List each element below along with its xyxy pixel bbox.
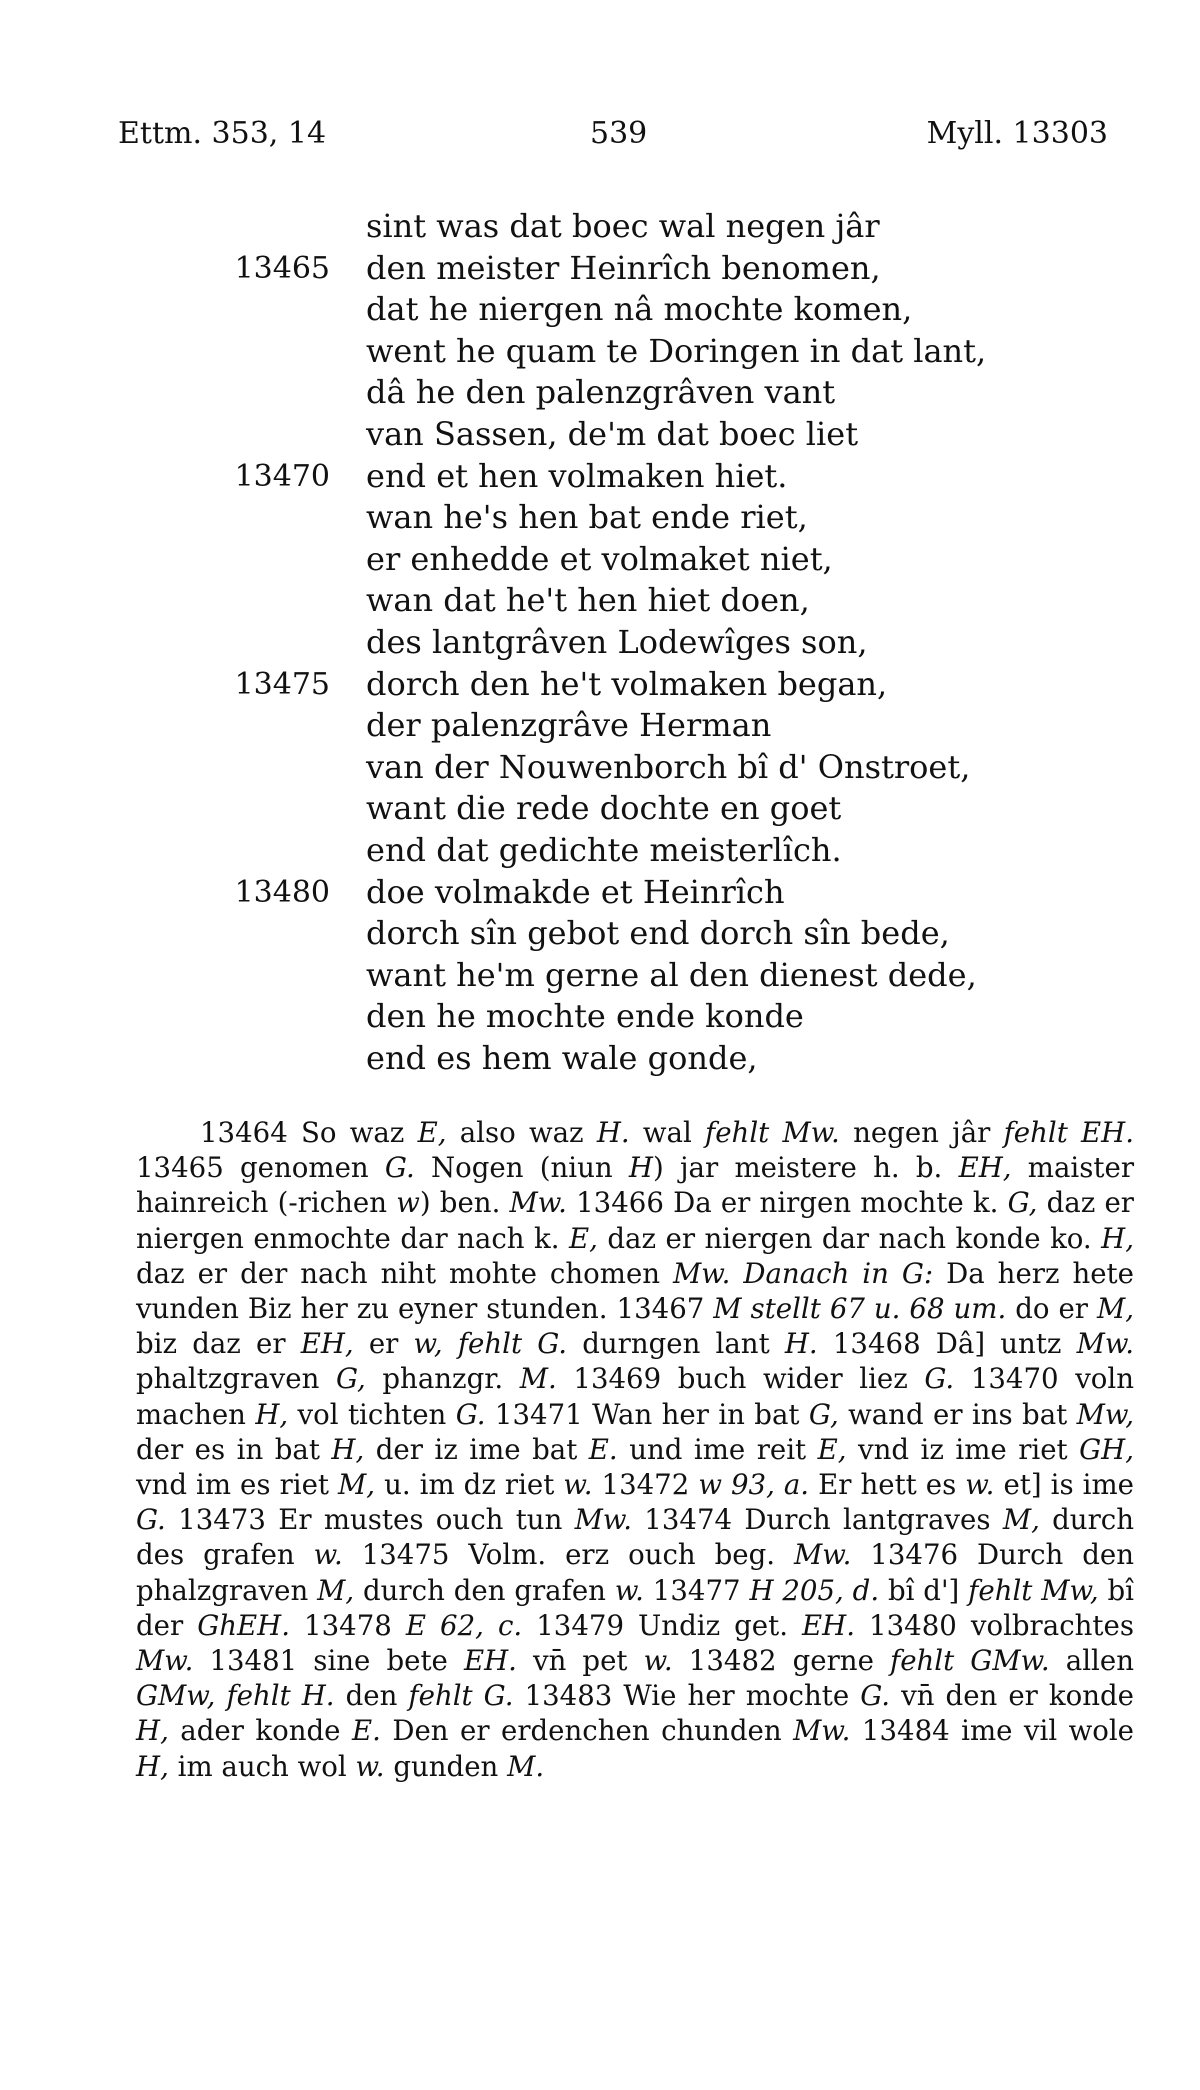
apparatus-siglum: fehlt EH.: [1003, 1116, 1135, 1149]
apparatus-siglum: E 62, c.: [405, 1608, 523, 1642]
verse-line: [0, 289, 1200, 331]
apparatus-siglum: Danach in G:: [743, 1256, 934, 1290]
verse-text: van der Nouwenborch bî d' Onstroet,: [366, 747, 971, 786]
verse-text: doe volmakde et Heinrîch: [366, 872, 785, 911]
apparatus-siglum: fehlt Mw,: [968, 1573, 1099, 1607]
verse-text: wan dat he't hen hiet doen,: [366, 581, 810, 620]
apparatus-siglum: G,: [1007, 1186, 1038, 1220]
apparatus-siglum: EH.: [463, 1644, 517, 1678]
apparatus-text: im auch wol: [168, 1749, 356, 1783]
apparatus-siglum: Mw.: [574, 1503, 633, 1537]
apparatus-siglum: H,: [331, 1432, 365, 1466]
apparatus-text: durngen lant: [567, 1327, 785, 1361]
verse-line: [0, 705, 1200, 747]
apparatus-text: daz er der nach niht mohte chomen: [136, 1256, 673, 1290]
apparatus-siglum: Mw.: [673, 1256, 731, 1290]
page-number: 539: [590, 116, 648, 151]
apparatus-text: ) ben.: [419, 1186, 510, 1220]
apparatus-text: negen jâr: [839, 1116, 1004, 1149]
verse-line: [0, 747, 1200, 789]
verse-text: end es hem wale gonde,: [366, 1038, 758, 1077]
apparatus-siglum: H,: [255, 1397, 289, 1431]
apparatus-siglum: GhEH.: [197, 1608, 291, 1642]
apparatus-text: 13478: [290, 1608, 406, 1642]
apparatus-siglum: w.: [355, 1749, 385, 1783]
apparatus-text: und ime reit: [617, 1432, 818, 1466]
apparatus-siglum: EH.: [802, 1608, 856, 1642]
apparatus-siglum: w,: [413, 1327, 443, 1361]
verse-text: den he mochte ende konde: [366, 997, 804, 1036]
apparatus-siglum: w.: [643, 1644, 673, 1678]
verse-line: [0, 788, 1200, 830]
verse-text: want he'm gerne al den dienest dede,: [366, 955, 977, 994]
verse-block: [0, 206, 1200, 1079]
apparatus-siglum: H 205, d.: [749, 1573, 880, 1607]
verse-text: dâ he den palenzgrâven vant: [366, 373, 836, 412]
apparatus-text: 13475 Volm. erz ouch beg.: [342, 1538, 794, 1572]
header-left-reference: Ettm. 353, 14: [118, 116, 327, 151]
apparatus-text: 13481 sine bete: [193, 1644, 464, 1678]
apparatus-text: 13477: [643, 1573, 750, 1607]
apparatus-siglum: w.: [614, 1573, 644, 1607]
apparatus-text: u. im dz riet: [375, 1468, 564, 1502]
apparatus-text: daz er niergen enmochte dar nach k.: [136, 1186, 1134, 1255]
apparatus-text: den: [334, 1679, 409, 1713]
apparatus-siglum: H.: [596, 1116, 630, 1149]
verse-number: 13480: [234, 874, 330, 910]
apparatus-siglum: E.: [351, 1714, 381, 1748]
apparatus-siglum: G.: [924, 1362, 955, 1396]
apparatus-siglum: M,: [1002, 1503, 1040, 1537]
apparatus-text: vn̄ den er konde: [890, 1679, 1134, 1713]
verse-line: [0, 830, 1200, 872]
apparatus-siglum: Mw.: [1076, 1327, 1134, 1361]
verse-line: [0, 414, 1200, 456]
verse-line: [0, 955, 1200, 997]
verse-line: [0, 206, 1200, 248]
verse-text: dorch den he't volmaken began,: [366, 664, 888, 703]
verse-line: [0, 1038, 1200, 1080]
apparatus-text: do er: [1006, 1292, 1097, 1326]
apparatus-text: durch des grafen: [136, 1503, 1134, 1572]
verse-line: [0, 248, 1200, 290]
apparatus-text: [215, 1679, 226, 1712]
apparatus-text: biz daz er: [136, 1327, 301, 1361]
apparatus-siglum: EH,: [958, 1151, 1012, 1185]
apparatus-siglum: E.: [588, 1432, 618, 1466]
apparatus-siglum: H,: [1101, 1221, 1134, 1255]
verse-line: [0, 580, 1200, 622]
apparatus-text: allen: [1049, 1644, 1134, 1678]
apparatus-text: gunden: [384, 1749, 508, 1783]
apparatus-siglum: GH,: [1079, 1432, 1135, 1466]
apparatus-text: [730, 1257, 743, 1290]
apparatus-text: der iz ime bat: [364, 1432, 589, 1466]
verse-text: want die rede dochte en goet: [366, 789, 842, 828]
apparatus-text: vn̄ pet: [516, 1644, 644, 1678]
apparatus-siglum: Mw,: [1076, 1397, 1135, 1431]
verse-line: [0, 372, 1200, 414]
apparatus-text: durch den grafen: [354, 1573, 615, 1607]
apparatus-text: 13474 Durch lantgraves: [632, 1503, 1003, 1537]
verse-text: end et hen volmaken hiet.: [366, 456, 788, 495]
apparatus-text: 13468 Dâ] untz: [817, 1327, 1077, 1361]
apparatus-siglum: E,: [568, 1221, 598, 1255]
apparatus-siglum: E,: [417, 1116, 447, 1149]
apparatus-text: 13471 Wan her in bat: [485, 1397, 809, 1431]
apparatus-siglum: H,: [136, 1749, 169, 1783]
apparatus-text: 13464 So waz: [200, 1116, 418, 1149]
apparatus-siglum: fehlt GMw.: [889, 1644, 1050, 1678]
header-right-reference: Myll. 13303: [926, 116, 1108, 151]
apparatus-siglum: M.: [507, 1749, 545, 1783]
apparatus-siglum: M,: [338, 1468, 376, 1502]
verse-line: [0, 622, 1200, 664]
apparatus-text: [443, 1327, 458, 1360]
apparatus-text: Er hett es: [809, 1468, 966, 1502]
apparatus-text: wal: [629, 1116, 706, 1149]
apparatus-siglum: E,: [817, 1432, 847, 1466]
verse-number: 13470: [234, 458, 330, 494]
apparatus-siglum: H.: [784, 1327, 818, 1361]
apparatus-text: ader konde: [168, 1714, 352, 1748]
apparatus-siglum: G,: [335, 1362, 366, 1396]
apparatus-text: 13473 Er mustes ouch tun: [165, 1503, 575, 1537]
apparatus-siglum: M stellt 67 u. 68 um.: [713, 1292, 1007, 1326]
verse-line: [0, 456, 1200, 498]
apparatus-text: 13480 volbrachtes: [855, 1608, 1134, 1642]
apparatus-siglum: Mw.: [136, 1644, 194, 1678]
verse-number: 13475: [234, 666, 330, 702]
verse-line: [0, 539, 1200, 581]
apparatus-text: 13479 Undiz get.: [522, 1608, 803, 1642]
apparatus-text: 13469 buch wider liez: [556, 1362, 925, 1396]
verse-line: [0, 872, 1200, 914]
apparatus-siglum: w.: [313, 1538, 343, 1572]
verse-text: wan he's hen bat ende riet,: [366, 498, 808, 537]
apparatus-siglum: G.: [136, 1503, 166, 1537]
apparatus-text: vnd im es riet: [136, 1468, 339, 1502]
apparatus-siglum: G.: [860, 1679, 891, 1713]
apparatus-text: er: [353, 1327, 414, 1361]
verse-line: [0, 996, 1200, 1038]
verse-line: [0, 331, 1200, 373]
apparatus-text: Den er erdenchen chunden: [380, 1714, 794, 1748]
verse-text: den meister Heinrîch benomen,: [366, 248, 881, 287]
apparatus-siglum: fehlt Mw.: [705, 1116, 840, 1149]
verse-number: 13465: [234, 250, 330, 286]
apparatus-text: 13470 voln machen: [136, 1362, 1134, 1431]
apparatus-siglum: G,: [808, 1397, 839, 1431]
apparatus-text: ) jar meistere h. b.: [653, 1151, 959, 1185]
apparatus-text: 13484 ime vil wole: [850, 1714, 1134, 1748]
apparatus-text: et] is ime: [994, 1468, 1134, 1502]
verse-line: [0, 913, 1200, 955]
apparatus-siglum: w 93, a.: [698, 1468, 810, 1502]
apparatus-text: phaltzgraven: [136, 1362, 336, 1396]
apparatus-siglum: H: [628, 1151, 653, 1185]
apparatus-siglum: EH,: [300, 1327, 354, 1361]
apparatus-text: 13482 gerne: [672, 1644, 890, 1678]
apparatus-siglum: fehlt G.: [457, 1327, 568, 1361]
apparatus-siglum: Mw.: [509, 1186, 567, 1220]
apparatus-text: Da herz hete vunden Biz her zu eyner stunden. 13467: [136, 1256, 1134, 1326]
apparatus-text: phanzgr.: [365, 1362, 520, 1396]
apparatus-text: 13466 Da er nirgen mochte k.: [566, 1186, 1008, 1220]
apparatus-siglum: w: [396, 1186, 420, 1220]
apparatus-text: bî der: [136, 1573, 1134, 1642]
apparatus-text: vnd iz ime riet: [846, 1432, 1080, 1466]
verse-text: er enhedde et volmaket niet,: [366, 539, 833, 578]
apparatus-text: maister hainreich (-richen: [136, 1151, 1135, 1220]
running-header: [118, 116, 1108, 156]
apparatus-siglum: w.: [965, 1468, 995, 1502]
verse-line: [0, 497, 1200, 539]
apparatus-text: also waz: [446, 1116, 597, 1149]
verse-text: sint was dat boec wal negen jâr: [366, 207, 880, 245]
verse-line: [0, 664, 1200, 706]
apparatus-siglum: G.: [455, 1397, 486, 1431]
apparatus-siglum: M,: [1096, 1292, 1134, 1326]
apparatus-siglum: Mw.: [793, 1714, 851, 1748]
apparatus-text: Nogen (niun: [414, 1151, 629, 1185]
apparatus-siglum: Mw.: [793, 1538, 852, 1572]
apparatus-text: 13483 Wie her mochte: [513, 1679, 861, 1713]
apparatus-siglum: fehlt G.: [408, 1679, 514, 1713]
verse-text: dorch sîn gebot end dorch sîn bede,: [366, 914, 950, 953]
apparatus-siglum: M,: [317, 1573, 355, 1607]
apparatus-siglum: M.: [519, 1362, 557, 1396]
apparatus-text: vol tichten: [288, 1397, 456, 1431]
apparatus-siglum: G.: [384, 1151, 415, 1185]
verse-text: went he quam te Doringen in dat lant,: [366, 331, 987, 370]
apparatus-text: 13465 genomen: [136, 1151, 385, 1185]
apparatus-text: bî d']: [879, 1573, 969, 1607]
apparatus-siglum: H,: [136, 1714, 169, 1748]
apparatus-text: wand er ins bat: [838, 1397, 1077, 1431]
apparatus-text: 13472: [592, 1468, 699, 1502]
verse-text: der palenzgrâve Herman: [366, 706, 772, 745]
verse-text: des lantgrâven Lodewîges son,: [366, 622, 868, 661]
critical-apparatus: [136, 1115, 1134, 1784]
apparatus-text: der es in bat: [136, 1432, 332, 1466]
apparatus-siglum: w.: [563, 1468, 593, 1502]
apparatus-siglum: fehlt H.: [226, 1679, 335, 1713]
apparatus-text: 13476 Durch den phalzgraven: [136, 1538, 1134, 1607]
verse-text: dat he niergen nâ mochte komen,: [366, 290, 913, 329]
verse-text: end dat gedichte meisterlîch.: [366, 830, 842, 869]
apparatus-siglum: GMw,: [136, 1679, 216, 1713]
apparatus-text: daz er niergen dar nach konde ko.: [597, 1221, 1102, 1255]
verse-text: van Sassen, de'm dat boec liet: [366, 414, 859, 453]
